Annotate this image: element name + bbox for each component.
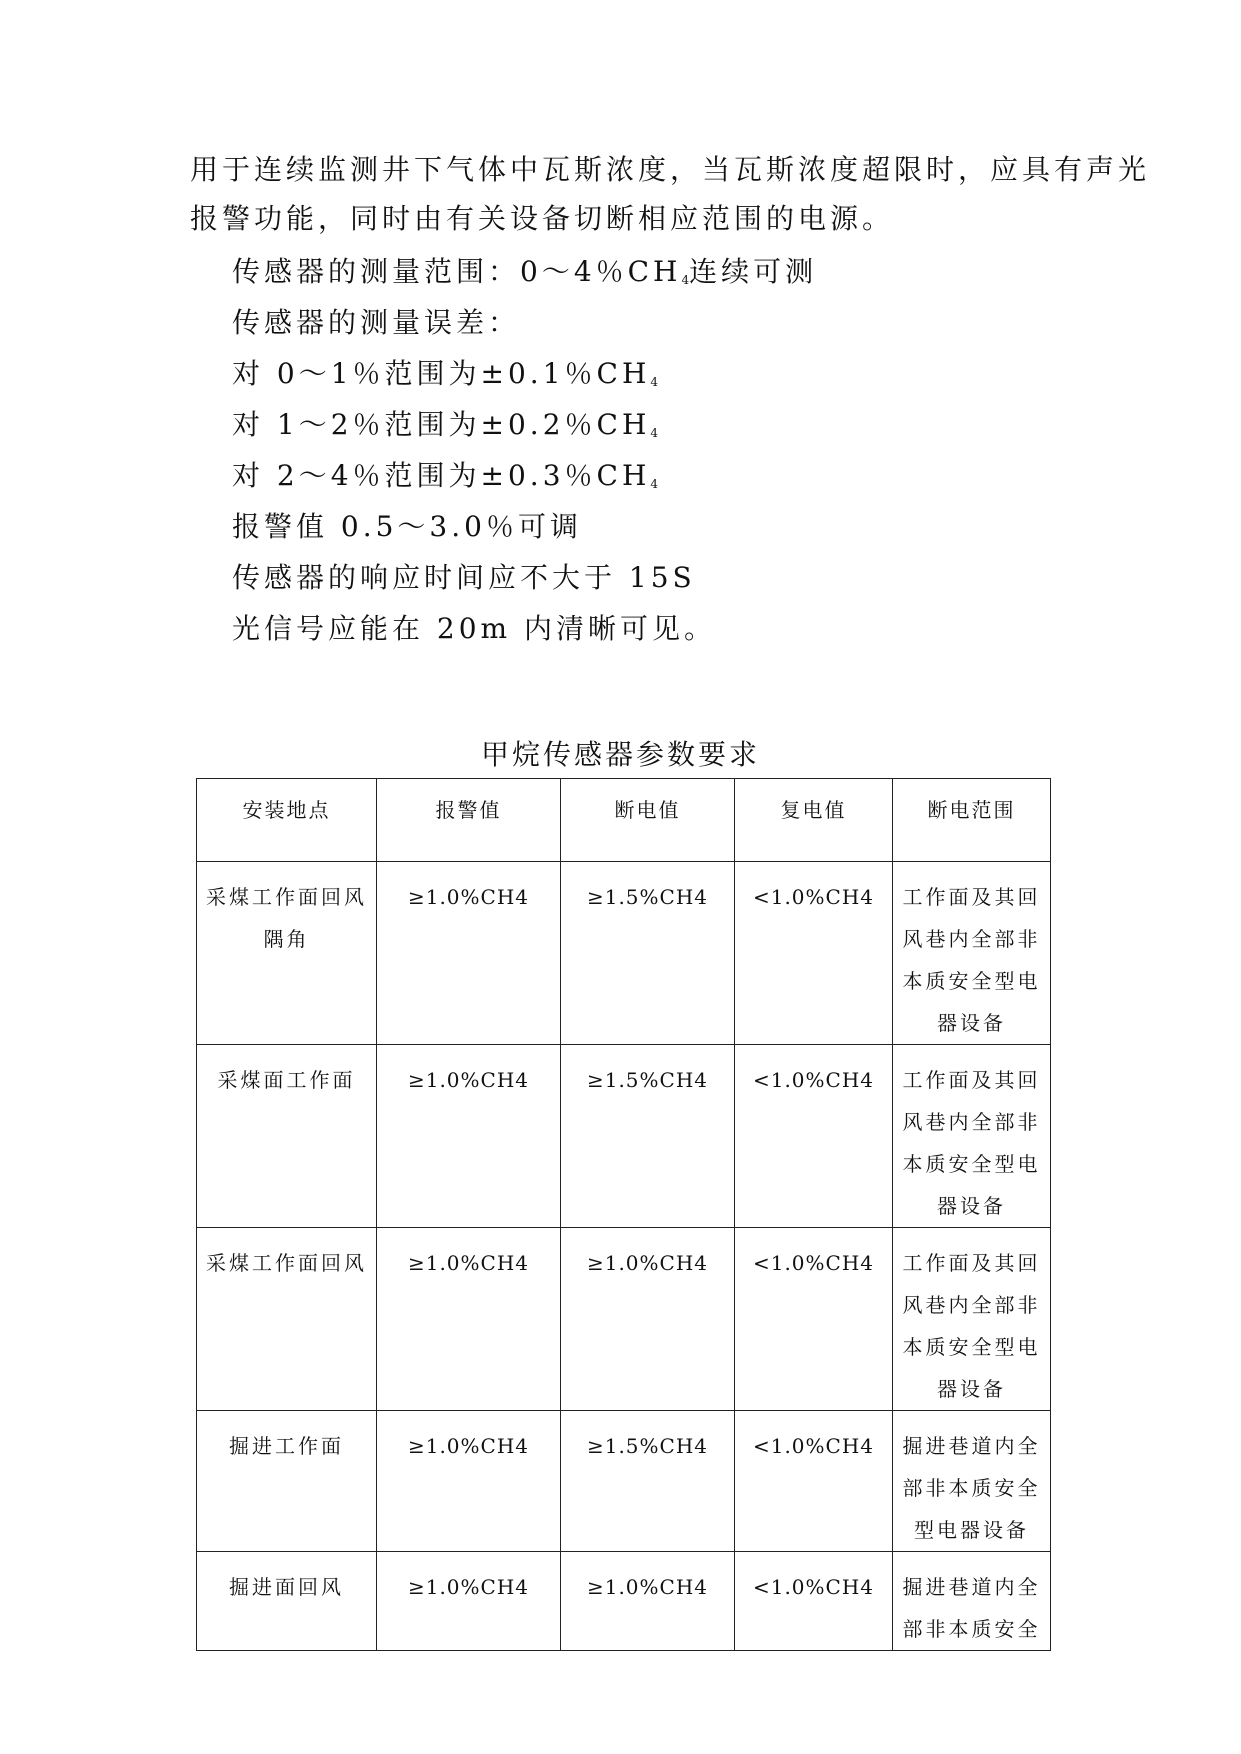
cell-cutoff-scope: 工作面及其回风巷内全部非本质安全型电器设备	[893, 1228, 1051, 1411]
cell-location: 采煤工作面回风	[197, 1228, 377, 1411]
header-cutoff: 断电值	[561, 779, 735, 862]
cell-alarm: ≥1.0%CH4	[377, 1411, 561, 1552]
response-time: 传感器的响应时间应不大于 15S	[232, 561, 696, 594]
table-caption: 甲烷传感器参数要求	[480, 738, 760, 771]
light-signal: 光信号应能在 20m 内清晰可见。	[232, 612, 716, 645]
alarm-value: 报警值 0.5～3.0％可调	[232, 510, 582, 543]
cell-cutoff: ≥1.5%CH4	[561, 862, 735, 1045]
error-range-1: 对 0～1％范围为±0.1％$CH_4$	[232, 357, 659, 390]
header-alarm: 报警值	[377, 779, 561, 862]
intro-paragraph-line1: 用于连续监测井下气体中瓦斯浓度，当瓦斯浓度超限时，应具有声光	[190, 153, 1151, 186]
header-location: 安装地点	[197, 779, 377, 862]
cell-location: 采煤工作面回风隅角	[197, 862, 377, 1045]
cell-alarm: ≥1.0%CH4	[377, 1228, 561, 1411]
cell-cutoff: ≥1.0%CH4	[561, 1552, 735, 1651]
cell-restore: <1.0%CH4	[735, 1228, 893, 1411]
cell-restore: <1.0%CH4	[735, 1411, 893, 1552]
cell-location: 掘进面回风	[197, 1552, 377, 1651]
intro-paragraph-line2: 报警功能，同时由有关设备切断相应范围的电源。	[190, 202, 895, 235]
cell-restore: <1.0%CH4	[735, 1552, 893, 1651]
cell-cutoff-scope: 工作面及其回风巷内全部非本质安全型电器设备	[893, 1045, 1051, 1228]
cell-location: 采煤面工作面	[197, 1045, 377, 1228]
table-row	[197, 1552, 1051, 1651]
cell-location: 掘进工作面	[197, 1411, 377, 1552]
header-cutoff-scope: 断电范围	[893, 779, 1051, 862]
methane-sensor-table	[196, 778, 1051, 1651]
measurement-range: 传感器的测量范围：0～4％$CH_4$连续可测	[232, 255, 818, 288]
table-row	[197, 1411, 1051, 1552]
error-range-3: 对 2～4％范围为±0.3％$CH_4$	[232, 459, 659, 492]
error-range-2: 对 1～2％范围为±0.2％$CH_4$	[232, 408, 659, 441]
cell-alarm: ≥1.0%CH4	[377, 1045, 561, 1228]
cell-cutoff-scope: 掘进巷道内全部非本质安全	[893, 1552, 1051, 1651]
measurement-error-label: 传感器的测量误差：	[232, 306, 521, 339]
cell-cutoff-scope: 工作面及其回风巷内全部非本质安全型电器设备	[893, 862, 1051, 1045]
table-row	[197, 1045, 1051, 1228]
table-row	[197, 862, 1051, 1045]
cell-alarm: ≥1.0%CH4	[377, 1552, 561, 1651]
cell-alarm: ≥1.0%CH4	[377, 862, 561, 1045]
table-row	[197, 1228, 1051, 1411]
cell-cutoff-scope: 掘进巷道内全部非本质安全型电器设备	[893, 1411, 1051, 1552]
table-header-row	[197, 779, 1051, 862]
cell-cutoff: ≥1.5%CH4	[561, 1411, 735, 1552]
cell-restore: <1.0%CH4	[735, 1045, 893, 1228]
header-restore: 复电值	[735, 779, 893, 862]
cell-cutoff: ≥1.0%CH4	[561, 1228, 735, 1411]
cell-cutoff: ≥1.5%CH4	[561, 1045, 735, 1228]
cell-restore: <1.0%CH4	[735, 862, 893, 1045]
